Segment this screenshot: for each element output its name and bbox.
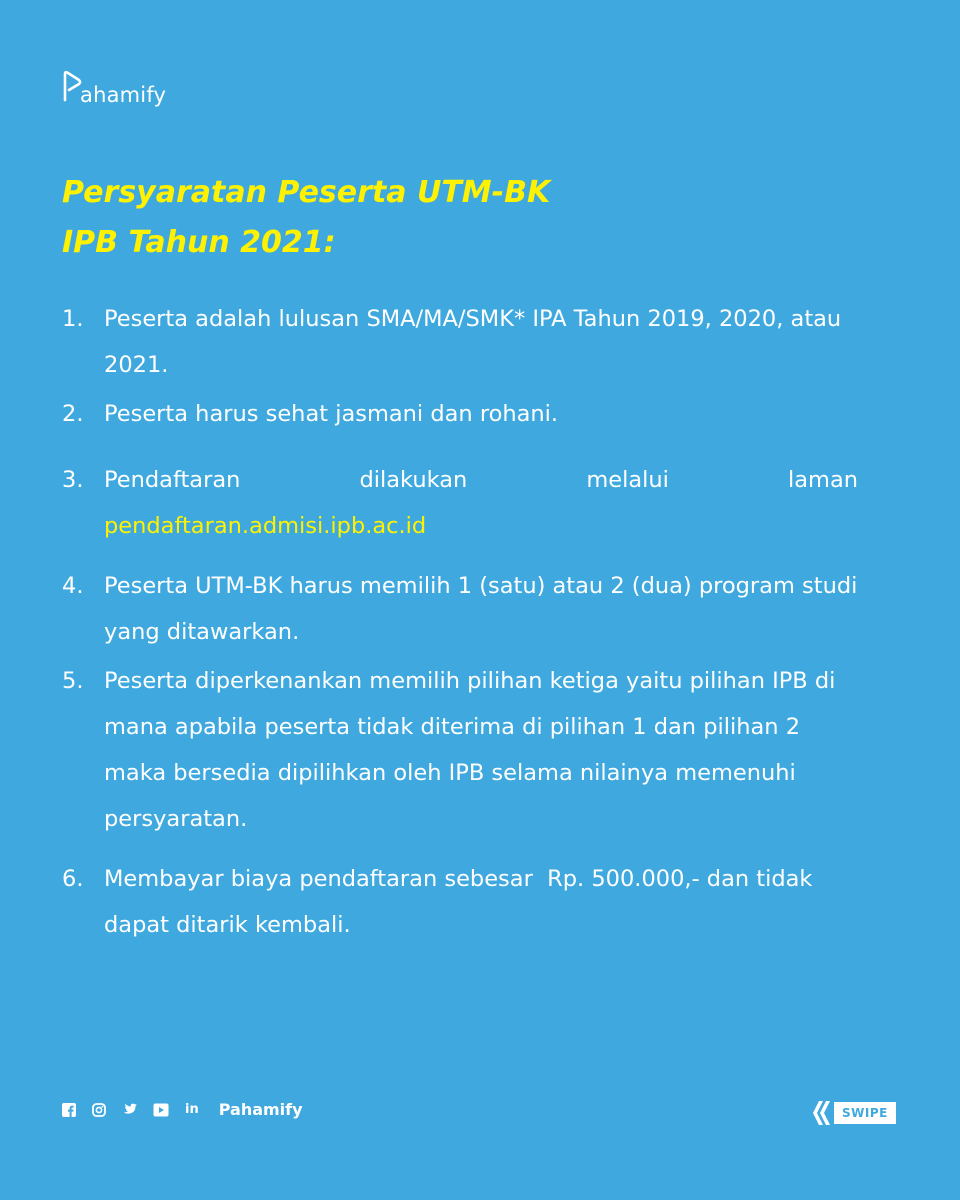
item-text: Pendaftaran dilakukan melalui laman [104, 467, 858, 493]
item-text: Peserta harus sehat jasmani dan rohani. [104, 401, 559, 427]
list-item [62, 296, 858, 388]
item-number: 4. [62, 573, 84, 599]
item-text: Peserta diperkenankan memilih pilihan ketiga yaitu pilihan IPB di mana apabila peserta tidak diterima di pilihan 1 dan pilihan 2 maka bersedia dipilihkan oleh IPB selama nilainya memenuhi persyaratan. [104, 668, 836, 832]
requirements-list [62, 296, 858, 948]
chevrons-left-icon [812, 1101, 834, 1125]
item-text-wrap [104, 457, 858, 549]
twitter-icon[interactable] [122, 1103, 137, 1116]
list-item [62, 391, 858, 437]
item-number: 2. [62, 401, 84, 427]
item-number: 1. [62, 306, 84, 332]
item-number: 5. [62, 668, 84, 694]
item-text: Peserta adalah lulusan SMA/MA/SMK* IPA Tahun 2019, 2020, atau 2021. [104, 306, 842, 378]
swipe-label: SWIPE [834, 1102, 896, 1124]
social-footer [62, 1100, 303, 1119]
play-logo-icon [62, 70, 82, 104]
title-line-1: Persyaratan Peserta UTM-BK [62, 175, 551, 210]
item-number: 6. [62, 866, 84, 892]
instagram-icon[interactable] [92, 1103, 106, 1117]
brand-logo [62, 70, 166, 107]
facebook-icon[interactable] [62, 1103, 76, 1117]
swipe-indicator[interactable] [812, 1101, 896, 1125]
linkedin-icon[interactable]: in [185, 1101, 199, 1117]
brand-name: Pahamify [218, 1100, 303, 1119]
item-text: Peserta UTM-BK harus memilih 1 (satu) atau 2 (dua) program studi yang ditawarkan. [104, 573, 858, 645]
list-item [62, 457, 858, 549]
registration-link[interactable]: pendaftaran.admisi.ipb.ac.id [104, 513, 427, 539]
list-item [62, 658, 858, 842]
item-number: 3. [62, 467, 84, 493]
list-item [62, 856, 858, 948]
page-title [62, 168, 550, 268]
title-line-2: IPB Tahun 2021: [62, 225, 336, 260]
list-item [62, 563, 858, 655]
logo-text: ahamify [80, 83, 167, 107]
youtube-icon[interactable] [153, 1103, 169, 1117]
item-text: Membayar biaya pendaftaran sebesar Rp. 500.000,- dan tidak dapat ditarik kembali. [104, 866, 820, 938]
